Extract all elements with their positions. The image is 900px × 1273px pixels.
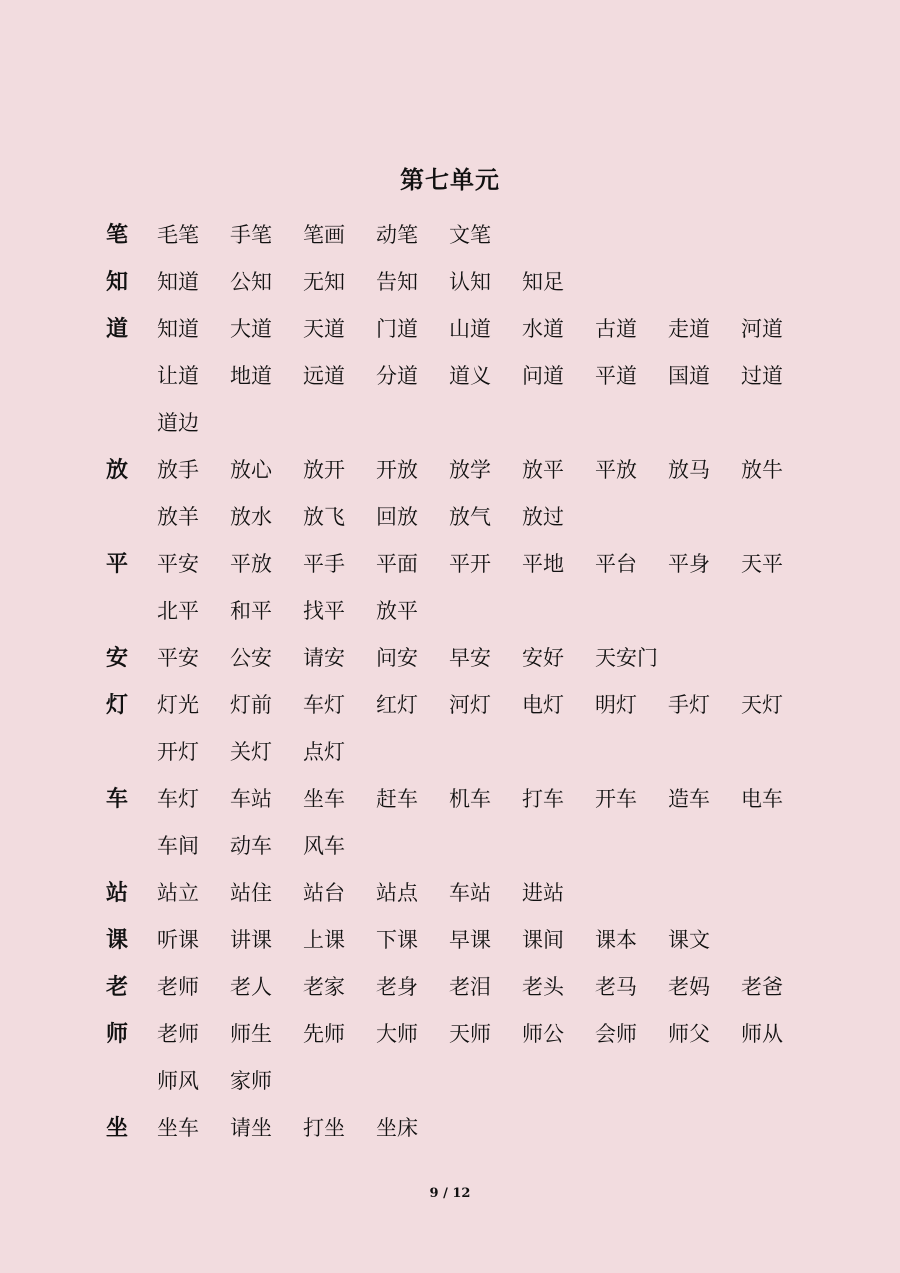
vocab-word: 平地 <box>522 552 564 576</box>
vocab-word: 动车 <box>230 834 272 858</box>
vocab-word: 老身 <box>376 975 418 999</box>
vocab-word: 上课 <box>303 928 345 952</box>
vocab-word: 放牛 <box>741 458 783 482</box>
vocab-character: 灯 <box>106 692 129 718</box>
vocab-word: 天平 <box>741 552 783 576</box>
vocab-word: 灯光 <box>157 693 199 717</box>
vocab-word: 山道 <box>449 317 491 341</box>
vocab-word: 平开 <box>449 552 491 576</box>
vocab-word: 车间 <box>157 834 199 858</box>
vocab-word: 笔画 <box>303 223 345 247</box>
page-number: 9 / 12 <box>429 1186 471 1201</box>
vocab-word: 手笔 <box>230 223 272 247</box>
vocab-word-list <box>157 870 817 917</box>
vocab-word: 放平 <box>522 458 564 482</box>
vocab-word-list <box>157 541 817 635</box>
vocab-character: 知 <box>106 269 129 295</box>
vocab-character: 平 <box>106 551 129 577</box>
vocab-word: 车灯 <box>303 693 345 717</box>
vocab-word: 课文 <box>668 928 710 952</box>
vocab-word: 知道 <box>157 270 199 294</box>
vocab-word: 明灯 <box>595 693 637 717</box>
vocab-word: 走道 <box>668 317 710 341</box>
vocab-word-list <box>157 259 817 306</box>
vocab-entry <box>100 1105 820 1152</box>
vocab-word: 回放 <box>376 505 418 529</box>
vocab-word: 平放 <box>230 552 272 576</box>
vocab-word: 车站 <box>449 881 491 905</box>
vocab-word-list <box>157 212 817 259</box>
vocab-word: 大道 <box>230 317 272 341</box>
vocab-word: 找平 <box>303 599 345 623</box>
vocab-word: 关灯 <box>230 740 272 764</box>
vocab-word: 和平 <box>230 599 272 623</box>
vocab-word: 河道 <box>741 317 783 341</box>
vocab-entry <box>100 212 820 259</box>
vocab-word-list <box>157 682 817 776</box>
vocab-word: 课间 <box>522 928 564 952</box>
vocab-character: 师 <box>106 1021 129 1047</box>
vocab-word: 老马 <box>595 975 637 999</box>
vocab-word: 进站 <box>522 881 564 905</box>
vocab-word: 动笔 <box>376 223 418 247</box>
vocab-entry <box>100 1011 820 1105</box>
vocab-word: 站立 <box>157 881 199 905</box>
vocab-word: 老泪 <box>449 975 491 999</box>
vocab-word: 点灯 <box>303 740 345 764</box>
vocab-word: 地道 <box>230 364 272 388</box>
vocab-character: 安 <box>106 645 129 671</box>
vocab-word: 古道 <box>595 317 637 341</box>
vocab-word: 告知 <box>376 270 418 294</box>
vocab-entry <box>100 870 820 917</box>
vocab-word: 平安 <box>157 552 199 576</box>
vocab-word: 平手 <box>303 552 345 576</box>
vocab-entry <box>100 541 820 635</box>
vocab-word-list <box>157 635 817 682</box>
vocab-entry <box>100 964 820 1011</box>
vocab-entry <box>100 917 820 964</box>
vocab-word: 河灯 <box>449 693 491 717</box>
vocab-word: 天安门 <box>595 646 658 670</box>
vocab-word: 放开 <box>303 458 345 482</box>
vocab-word: 放水 <box>230 505 272 529</box>
vocab-word: 放飞 <box>303 505 345 529</box>
vocab-character: 站 <box>106 880 129 906</box>
vocab-word-list <box>157 1105 817 1152</box>
vocab-word: 天道 <box>303 317 345 341</box>
vocab-word: 风车 <box>303 834 345 858</box>
vocab-word: 知足 <box>522 270 564 294</box>
vocab-word-list <box>157 964 817 1011</box>
vocab-word-list <box>157 1011 817 1105</box>
vocab-word: 远道 <box>303 364 345 388</box>
vocab-word: 老人 <box>230 975 272 999</box>
vocab-word: 站住 <box>230 881 272 905</box>
vocab-word: 听课 <box>157 928 199 952</box>
vocab-word: 师风 <box>157 1069 199 1093</box>
vocab-character: 车 <box>106 786 129 812</box>
vocab-word: 认知 <box>449 270 491 294</box>
page-title: 第七单元 <box>400 165 500 194</box>
vocab-word: 造车 <box>668 787 710 811</box>
vocab-word: 公知 <box>230 270 272 294</box>
vocab-word-list <box>157 917 817 964</box>
vocab-character: 坐 <box>106 1115 129 1141</box>
vocab-word: 课本 <box>595 928 637 952</box>
vocab-word: 放过 <box>522 505 564 529</box>
vocab-word: 老家 <box>303 975 345 999</box>
vocab-word: 放气 <box>449 505 491 529</box>
vocab-word: 平面 <box>376 552 418 576</box>
vocab-word: 老头 <box>522 975 564 999</box>
vocab-word: 开灯 <box>157 740 199 764</box>
vocab-word: 电车 <box>741 787 783 811</box>
vocab-entry <box>100 776 820 870</box>
vocab-word: 师公 <box>522 1022 564 1046</box>
vocab-character: 放 <box>106 457 129 483</box>
vocab-character: 老 <box>106 974 129 1000</box>
vocab-word: 请安 <box>303 646 345 670</box>
vocab-word: 放学 <box>449 458 491 482</box>
vocab-word: 问道 <box>522 364 564 388</box>
vocab-word: 坐床 <box>376 1116 418 1140</box>
vocab-word: 红灯 <box>376 693 418 717</box>
vocab-word: 站点 <box>376 881 418 905</box>
vocab-entry <box>100 447 820 541</box>
vocab-word: 平身 <box>668 552 710 576</box>
vocab-word: 车灯 <box>157 787 199 811</box>
vocab-word: 老爸 <box>741 975 783 999</box>
vocab-word-list <box>157 776 817 870</box>
vocab-word: 家师 <box>230 1069 272 1093</box>
vocab-entry <box>100 306 820 447</box>
vocab-word: 先师 <box>303 1022 345 1046</box>
vocab-word: 文笔 <box>449 223 491 247</box>
vocab-word: 赶车 <box>376 787 418 811</box>
vocab-word: 电灯 <box>522 693 564 717</box>
vocab-word: 安好 <box>522 646 564 670</box>
vocab-word: 讲课 <box>230 928 272 952</box>
vocab-word: 知道 <box>157 317 199 341</box>
vocab-word: 打车 <box>522 787 564 811</box>
vocab-word: 老妈 <box>668 975 710 999</box>
vocab-word: 平台 <box>595 552 637 576</box>
vocab-word: 毛笔 <box>157 223 199 247</box>
vocab-word: 打坐 <box>303 1116 345 1140</box>
vocab-word: 天灯 <box>741 693 783 717</box>
vocab-word: 灯前 <box>230 693 272 717</box>
vocab-word: 开放 <box>376 458 418 482</box>
vocab-word-list <box>157 306 817 447</box>
vocab-word: 手灯 <box>668 693 710 717</box>
vocab-word: 老师 <box>157 1022 199 1046</box>
vocab-word: 师父 <box>668 1022 710 1046</box>
vocab-word: 早课 <box>449 928 491 952</box>
vocab-word: 国道 <box>668 364 710 388</box>
vocab-word: 放心 <box>230 458 272 482</box>
vocab-word: 平安 <box>157 646 199 670</box>
vocab-word: 让道 <box>157 364 199 388</box>
vocab-word: 请坐 <box>230 1116 272 1140</box>
vocab-word: 北平 <box>157 599 199 623</box>
vocab-entry <box>100 635 820 682</box>
vocab-word: 车站 <box>230 787 272 811</box>
vocab-word: 下课 <box>376 928 418 952</box>
vocab-word: 早安 <box>449 646 491 670</box>
vocab-word: 过道 <box>741 364 783 388</box>
vocab-character: 课 <box>106 927 129 953</box>
vocab-word: 坐车 <box>157 1116 199 1140</box>
vocab-word: 会师 <box>595 1022 637 1046</box>
vocab-word: 问安 <box>376 646 418 670</box>
vocab-word: 站台 <box>303 881 345 905</box>
vocab-character: 笔 <box>106 222 129 248</box>
vocab-word: 放羊 <box>157 505 199 529</box>
vocab-word: 分道 <box>376 364 418 388</box>
vocab-word: 放平 <box>376 599 418 623</box>
vocab-word: 坐车 <box>303 787 345 811</box>
vocab-word: 师生 <box>230 1022 272 1046</box>
vocab-word: 天师 <box>449 1022 491 1046</box>
vocab-word: 开车 <box>595 787 637 811</box>
vocab-word: 大师 <box>376 1022 418 1046</box>
vocab-entry <box>100 259 820 306</box>
vocab-word: 道义 <box>449 364 491 388</box>
vocab-word: 师从 <box>741 1022 783 1046</box>
vocabulary-list <box>100 212 820 1152</box>
vocab-word-list <box>157 447 817 541</box>
vocab-word: 道边 <box>157 411 199 435</box>
vocab-word: 水道 <box>522 317 564 341</box>
vocab-character: 道 <box>106 316 129 342</box>
vocab-word: 平道 <box>595 364 637 388</box>
vocab-entry <box>100 682 820 776</box>
vocab-word: 机车 <box>449 787 491 811</box>
vocab-word: 门道 <box>376 317 418 341</box>
vocab-word: 放手 <box>157 458 199 482</box>
vocab-word: 放马 <box>668 458 710 482</box>
vocab-word: 公安 <box>230 646 272 670</box>
vocab-word: 平放 <box>595 458 637 482</box>
vocab-word: 无知 <box>303 270 345 294</box>
vocab-word: 老师 <box>157 975 199 999</box>
